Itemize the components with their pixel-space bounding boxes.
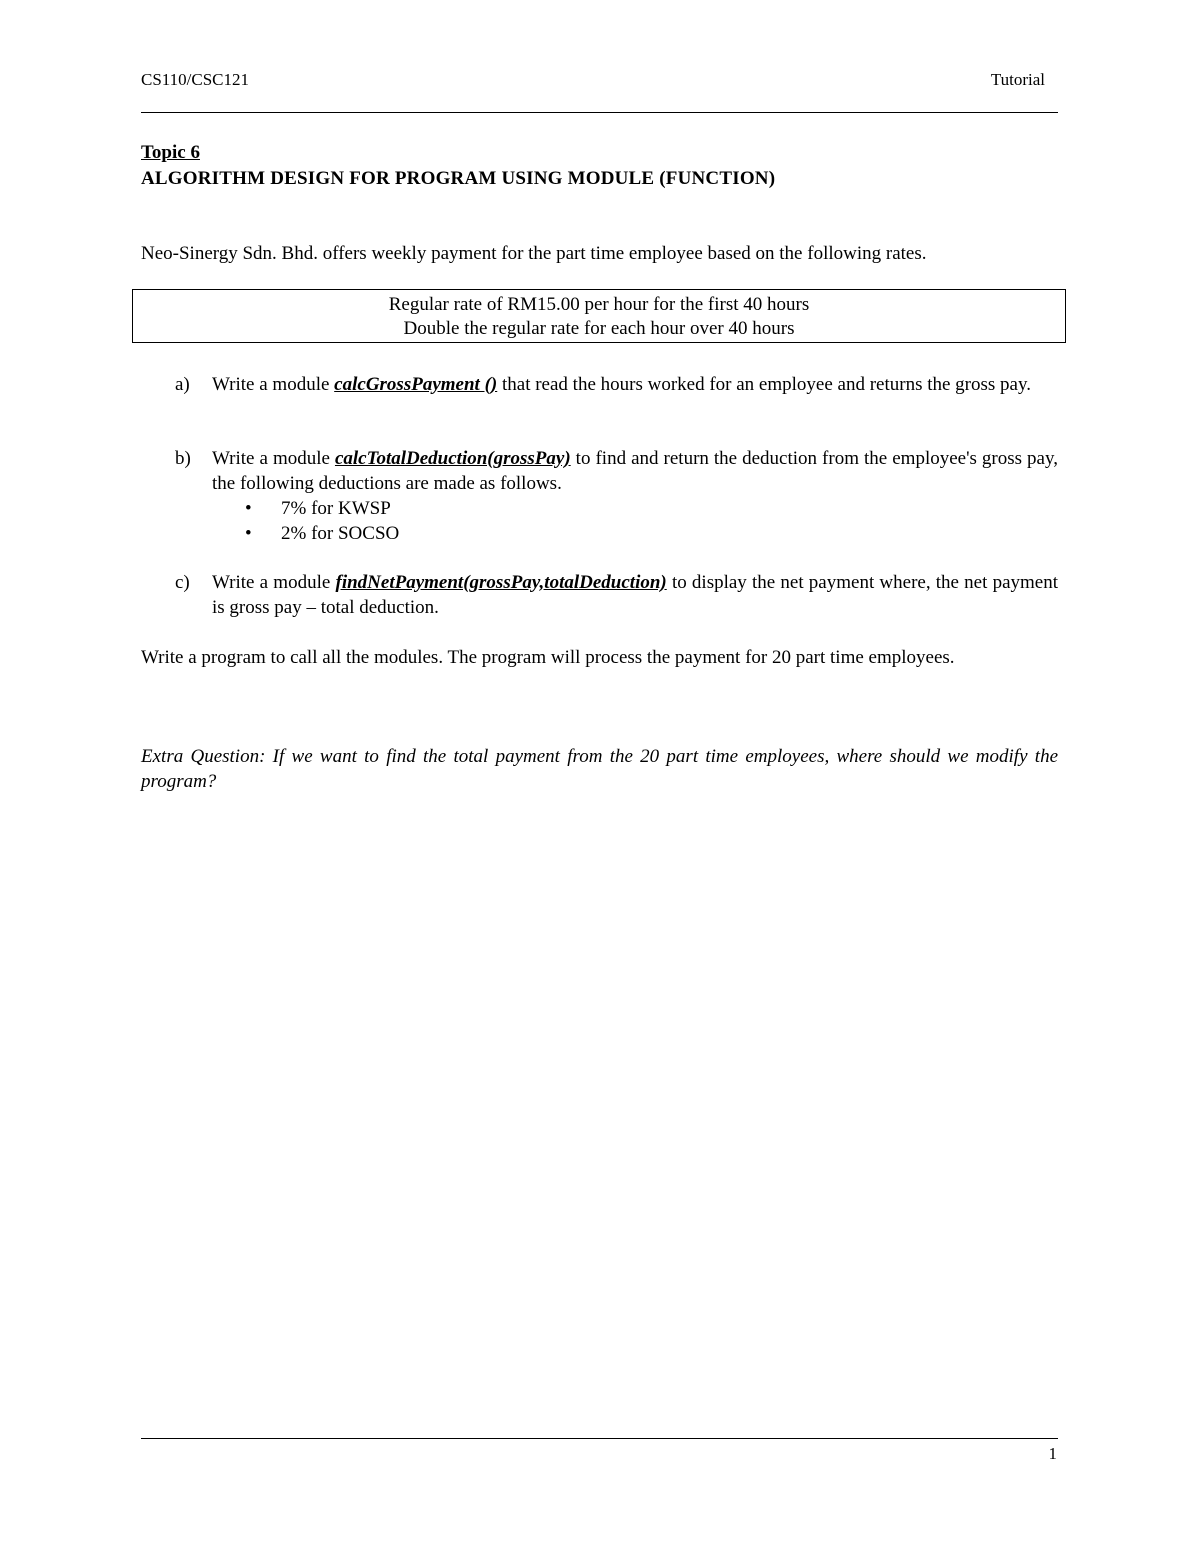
header-course: CS110/CSC121 (141, 70, 250, 89)
list-item: • 2% for SOCSO (245, 521, 1058, 546)
question-a (141, 372, 1058, 397)
page-number: 1 (1048, 1444, 1057, 1463)
question-pre: Write a module (212, 572, 336, 593)
function-name: findNetPayment(grossPay,totalDeduction) (335, 572, 667, 593)
program-paragraph: Write a program to call all the modules. The program will process the payment for 20 part time employees. (141, 647, 955, 668)
list-item: • 7% for KWSP (245, 496, 1058, 521)
question-post: that read the hours worked for an employee and returns the gross pay. (497, 374, 1031, 395)
question-c (141, 570, 1058, 620)
deduction-list (245, 496, 1058, 546)
question-post: to find and return the deduction from the employee's gross pay, the following deductions are made as follows. (212, 448, 1058, 494)
question-text (212, 372, 1058, 397)
question-post: to display the net payment where, the net payment is gross pay – total deduction. (212, 572, 1058, 618)
question-letter: b) (175, 448, 191, 469)
page-title: ALGORITHM DESIGN FOR PROGRAM USING MODULE (FUNCTION) (141, 168, 776, 189)
rate-line: Regular rate of RM15.00 per hour for the first 40 hours (388, 294, 810, 315)
rates-box (132, 289, 1066, 343)
header-rule (141, 112, 1058, 113)
rate-line: Double the regular rate for each hour over 40 hours (403, 318, 795, 339)
question-pre: Write a module (212, 374, 335, 395)
topic-label: Topic 6 (141, 142, 200, 163)
function-name: calcTotalDeduction(grossPay) (334, 448, 571, 469)
footer-rule (141, 1438, 1058, 1439)
intro-paragraph: Neo-Sinergy Sdn. Bhd. offers weekly payment for the part time employee based on the following rates. (141, 243, 927, 264)
question-b (141, 446, 1058, 546)
question-pre: Write a module (212, 448, 335, 469)
header-kind: Tutorial (990, 70, 1045, 89)
question-letter: c) (175, 572, 190, 593)
function-name: calcGrossPayment () (334, 374, 498, 395)
question-letter: a) (175, 374, 190, 395)
question-text (212, 446, 1058, 496)
extra-question: Extra Question: If we want to find the total payment from the 20 part time employees, where should we modify the program? (141, 746, 1058, 792)
question-text (212, 570, 1058, 620)
